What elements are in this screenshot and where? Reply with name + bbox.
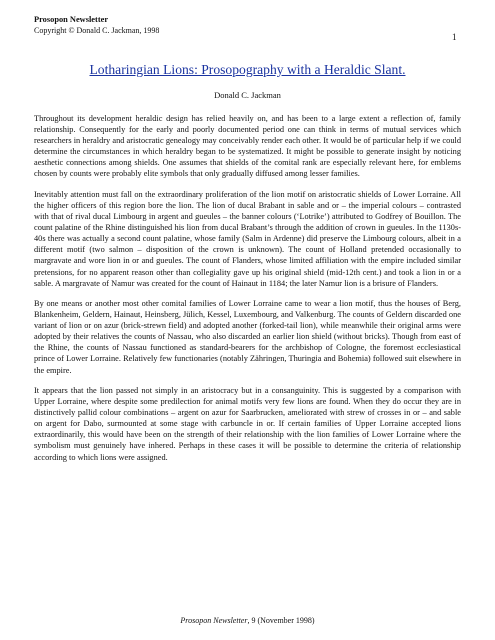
footer-issue: , 9 (November 1998): [247, 616, 315, 625]
page-number: 1: [452, 32, 457, 42]
paragraph: It appears that the lion passed not simply in an aristocracy but in a consanguinity. This is suggested by a comparison with Upper Lorraine, where despite some predilection for animal motifs very few lions are found. When they do occur they are in distinctively pallid colour combinations – argent on azur for Saarbrucken, ameliorated with strew of crosses in or – and sable on argent for Dabo, surmounted at some stage with carbuncle in or. If certain families of Upper Lorraine accepted lions extraordinarily, this would have been on the strength of their relationship with the lion families of Lower Lorraine where the symbolism must genuinely have inhered. Perhaps in these cases it will be possible to determine the criteria of relationship according to which lions were assigned.: [34, 385, 461, 462]
copyright-notice: Copyright © Donald C. Jackman, 1998: [34, 26, 160, 35]
page-footer: [34, 616, 461, 625]
article-title[interactable]: Lotharingian Lions: Prosopography with a Heraldic Slant.: [89, 62, 406, 77]
article-body: [34, 113, 461, 472]
page-header: [34, 14, 464, 36]
footer-journal: Prosopon Newsletter: [180, 616, 248, 625]
paragraph: Throughout its development heraldic design has relied heavily on, and has been to a large extent a reflection of, family relationship. Consequently for the early and poorly documented period one can think in terms of mutual services which researchers in heraldry and aristocratic genealogy may conceivably render each other. It would be of particular help if we could determine the circumstances in which heraldry began to be systematized. It might be possible to generate insight by noticing aesthetic connections among shields. One assumes that shields of the comital rank are especially relevant here, for emblems chosen by counts were probably elite symbols that only gradually diffused among lesser families.: [34, 114, 461, 179]
article-author: Donald C. Jackman: [214, 90, 281, 100]
paragraph: By one means or another most other comital families of Lower Lorraine came to wear a lion motif, thus the houses of Berg, Blankenheim, Geldern, Hainaut, Heinsberg, Jülich, Kessel, Luxembourg, and Valkenburg. The counts of Geldern discarded one variant of lion or on azur (brick-strewn field) and adopted another (forked-tail lion), while meanwhile their original arms were adopted by their relatives the counts of Nassau, who also discarded an earlier lion shield (without bricks). Though from east of the Rhine, the counts of Nassau functioned as standard-bearers for the archbishop of Cologne, the foremost ecclesiastical prince of Lower Lorraine. Relatively few functionaries (notably Zähringen, Thuringia and Bohemia) followed suit elsewhere in the empire.: [34, 299, 461, 375]
paragraph: Inevitably attention must fall on the extraordinary proliferation of the lion motif on aristocratic shields of Lower Lorraine. All the higher officers of this region bore the lion. The lion of ducal Brabant in sable and or – the imperial colours – contrasted with that of rival ducal Limbourg in argent and gueules – the banner colours (‘Lotrike’) attributed to Godfrey of Bouillon. The count palatine of the Rhine distinguished his lion from ducal Brabant’s through the addition of crown in gueules. In the 1130s-40s there was actually a second count palatine, whose family (Salm in Ardenne) did preserve the Limbourg colours, albeit in a different motif (two salmon – disposition of the crown is unknown). The count of Holland pretended occasionally to margravate and wore lion in or and gueules. The count of Flanders, whose limited affiliation with the empire included similar pretensions, for no apparent reason other than collegiality gave up his original shield (mid-12th cent.) and took a lion in or a sable. A margravate of Namur was created for the count of Hainaut in 1184; the later Namur lion is a brisure of Flanders.: [34, 189, 461, 288]
journal-name: Prosopon Newsletter: [34, 15, 109, 24]
